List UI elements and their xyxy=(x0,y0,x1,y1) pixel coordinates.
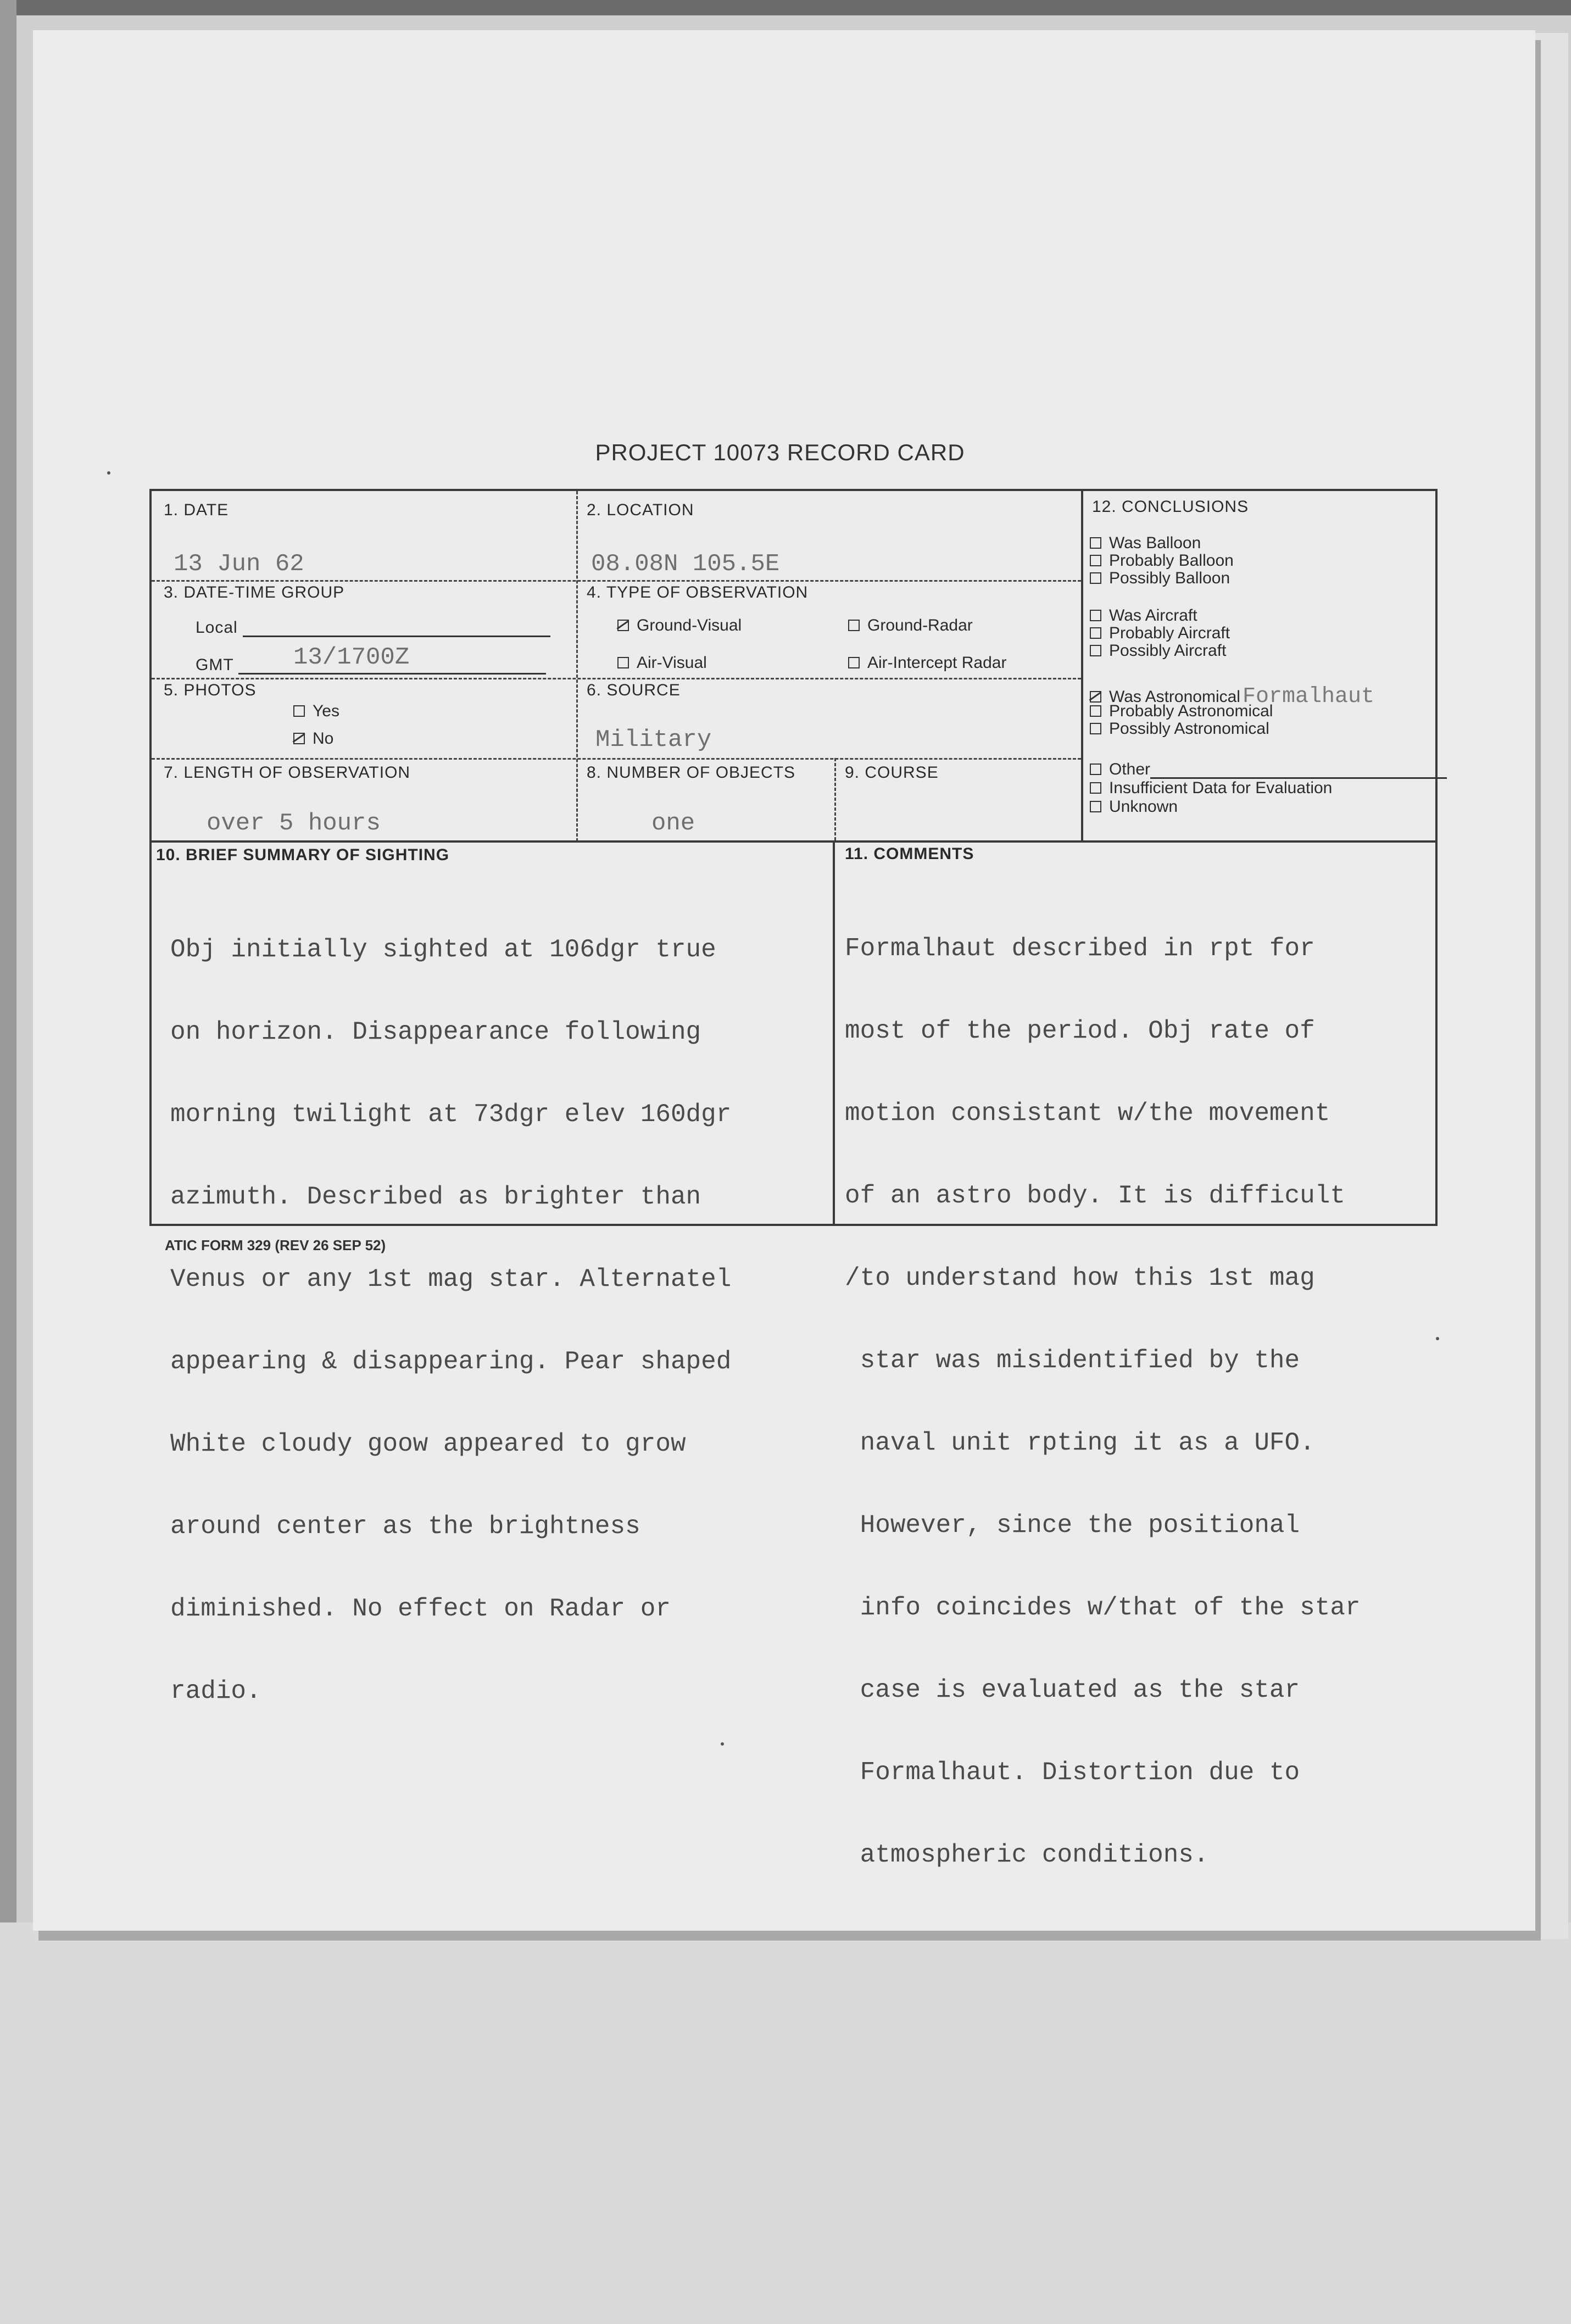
conclusion-possibly-aircraft: Possibly Aircraft xyxy=(1090,642,1226,660)
conclusion-probably-balloon: Probably Balloon xyxy=(1090,551,1234,570)
summary-line: appearing & disappearing. Pear shaped xyxy=(170,1347,732,1376)
checkbox-icon xyxy=(617,620,629,631)
checkbox-icon xyxy=(293,733,305,744)
comments-line: Formalhaut. Distortion due to xyxy=(845,1758,1300,1787)
comments-line: case is evaluated as the star xyxy=(845,1676,1300,1704)
location-value: 08.08N 105.5E xyxy=(591,550,780,578)
row-divider-1 xyxy=(152,580,1081,582)
card-title: PROJECT 10073 RECORD CARD xyxy=(595,439,965,465)
conclusion-probably-aircraft: Probably Aircraft xyxy=(1090,624,1230,643)
conclusion-possibly-astronomical: Possibly Astronomical xyxy=(1090,720,1269,738)
comments-line: motion consistant w/the movement xyxy=(845,1099,1330,1128)
scan-border-top xyxy=(0,0,1571,15)
dust-speck xyxy=(721,1742,724,1746)
checkbox-icon xyxy=(1090,537,1101,549)
summary-line: azimuth. Described as brighter than xyxy=(170,1183,701,1211)
checkbox-icon xyxy=(848,657,860,668)
summary-label: 10. BRIEF SUMMARY OF SIGHTING xyxy=(156,846,450,864)
conclusion-possibly-balloon: Possibly Balloon xyxy=(1090,569,1230,588)
divider-summary xyxy=(833,840,835,1226)
conclusion-other: Other xyxy=(1090,760,1447,779)
form-number: ATIC FORM 329 (REV 26 SEP 52) xyxy=(165,1237,386,1253)
type-of-observation-label: 4. TYPE OF OBSERVATION xyxy=(587,583,809,601)
date-label: 1. DATE xyxy=(164,501,229,519)
row-divider-3 xyxy=(152,758,1081,760)
checkbox-icon xyxy=(1090,723,1101,734)
divider-col-course xyxy=(834,758,836,840)
source-label: 6. SOURCE xyxy=(587,681,681,699)
gmt-value: 13/1700Z xyxy=(293,644,410,671)
local-time-row xyxy=(196,618,550,637)
checkbox-icon xyxy=(1090,763,1101,775)
conclusion-insufficient-data: Insufficient Data for Evaluation xyxy=(1090,779,1332,798)
source-value: Military xyxy=(595,726,712,754)
checkbox-icon xyxy=(617,657,629,668)
summary-line: White cloudy goow appeared to grow xyxy=(170,1430,686,1458)
checkbox-icon xyxy=(1090,645,1101,656)
comments-line: of an astro body. It is difficult xyxy=(845,1181,1345,1210)
gmt-blank xyxy=(238,673,546,675)
checkbox-icon xyxy=(1090,782,1101,794)
length-of-observation-label: 7. LENGTH OF OBSERVATION xyxy=(164,763,411,782)
comments-line: /to understand how this 1st mag xyxy=(845,1264,1315,1292)
row-divider-4 xyxy=(152,840,1437,843)
checkbox-icon xyxy=(1090,572,1101,584)
conclusion-was-astronomical: Was Astronomical Formalhaut xyxy=(1090,684,1374,709)
checkbox-icon xyxy=(1090,555,1101,566)
date-time-group-label: 3. DATE-TIME GROUP xyxy=(164,583,345,601)
divider-col1 xyxy=(576,491,578,841)
scan-border-left xyxy=(0,0,16,1955)
course-label: 9. COURSE xyxy=(845,763,939,782)
date-value: 13 Jun 62 xyxy=(174,550,304,578)
row-divider-2 xyxy=(152,678,1081,679)
divider-conclusions xyxy=(1081,491,1083,841)
checkbox-icon xyxy=(1090,627,1101,639)
comments-line: most of the period. Obj rate of xyxy=(845,1017,1315,1045)
comments-label: 11. COMMENTS xyxy=(845,845,974,863)
checkbox-icon xyxy=(1090,610,1101,621)
local-blank xyxy=(243,636,550,637)
obs-air-visual: Air-Visual xyxy=(617,654,707,672)
summary-line: around center as the brightness xyxy=(170,1512,640,1541)
location-label: 2. LOCATION xyxy=(587,501,694,519)
summary-text xyxy=(170,881,731,1760)
scan-background xyxy=(0,1922,1571,2324)
comments-line: However, since the positional xyxy=(845,1511,1300,1540)
photos-yes: Yes xyxy=(293,702,339,721)
photos-no: No xyxy=(293,729,333,748)
checkbox-icon xyxy=(1090,801,1101,812)
summary-line: diminished. No effect on Radar or xyxy=(170,1595,671,1623)
checkbox-icon xyxy=(848,620,860,631)
comments-line: info coincides w/that of the star xyxy=(845,1593,1361,1622)
number-of-objects-label: 8. NUMBER OF OBJECTS xyxy=(587,763,796,782)
checkbox-icon xyxy=(1090,691,1101,703)
comments-line: Formalhaut described in rpt for xyxy=(845,934,1315,963)
local-label: Local xyxy=(196,618,238,637)
obs-ground-radar: Ground-Radar xyxy=(848,616,973,635)
astronomical-note: Formalhaut xyxy=(1242,684,1375,709)
obs-air-intercept-radar: Air-Intercept Radar xyxy=(848,654,1006,672)
checkbox-icon xyxy=(293,705,305,717)
summary-line: radio. xyxy=(170,1677,261,1706)
comments-line: naval unit rpting it as a UFO. xyxy=(845,1429,1315,1457)
obs-ground-visual: Ground-Visual xyxy=(617,616,742,635)
conclusion-was-balloon: Was Balloon xyxy=(1090,534,1201,553)
checkbox-icon xyxy=(1090,705,1101,717)
conclusion-probably-astronomical: Probably Astronomical xyxy=(1090,702,1273,721)
conclusions-label: 12. CONCLUSIONS xyxy=(1092,498,1249,516)
summary-line: on horizon. Disappearance following xyxy=(170,1018,701,1046)
length-of-observation-value: over 5 hours xyxy=(207,810,381,837)
gmt-label: GMT xyxy=(196,656,234,674)
summary-line: morning twilight at 73dgr elev 160dgr xyxy=(170,1100,732,1129)
conclusion-was-aircraft: Was Aircraft xyxy=(1090,606,1197,625)
number-of-objects-value: one xyxy=(651,810,695,837)
conclusion-unknown: Unknown xyxy=(1090,798,1178,816)
comments-text xyxy=(845,880,1361,1924)
summary-line: Obj initially sighted at 106dgr true xyxy=(170,935,716,964)
comments-line: star was misidentified by the xyxy=(845,1346,1300,1375)
dust-speck xyxy=(1436,1337,1439,1340)
dust-speck xyxy=(107,471,110,475)
summary-line: Venus or any 1st mag star. Alternatel xyxy=(170,1265,732,1294)
comments-line: atmospheric conditions. xyxy=(845,1841,1209,1869)
photos-label: 5. PHOTOS xyxy=(164,681,257,699)
